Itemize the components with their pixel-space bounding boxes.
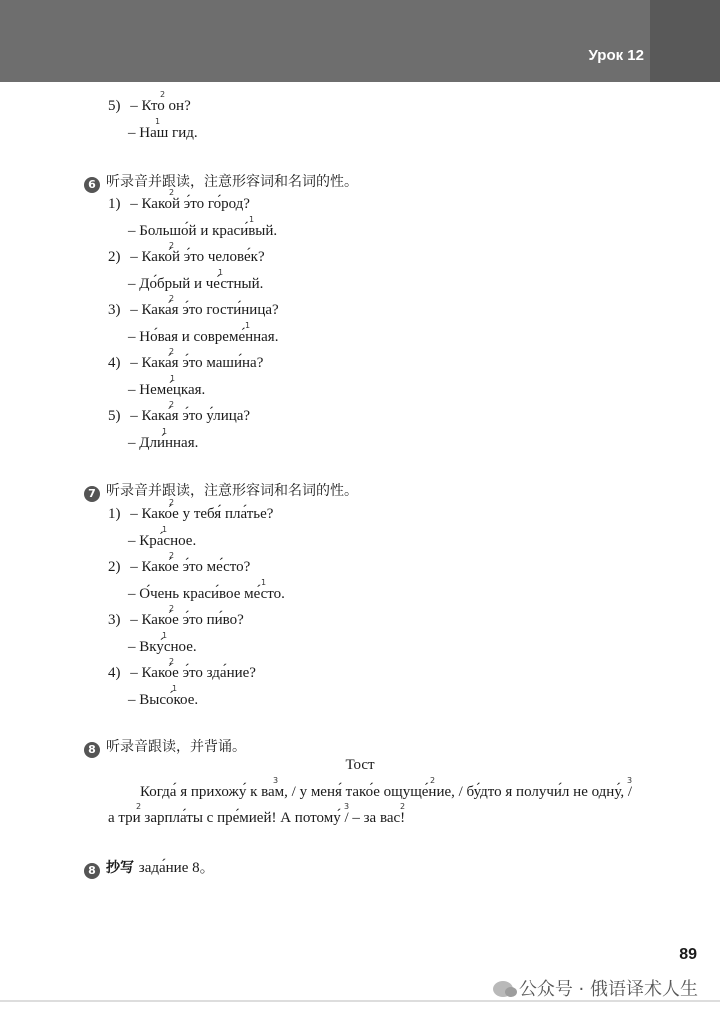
dialog-answer: – Высо́кое.	[128, 692, 199, 708]
exercise-number-badge: 6	[84, 177, 100, 193]
item-number: 1)	[108, 196, 121, 212]
dialog-answer: – Большо́й и краси́вый.	[128, 223, 278, 239]
exercise-8-instruction	[84, 737, 246, 758]
intonation-mark: 2	[169, 604, 175, 613]
page-number: 89	[679, 946, 697, 963]
question-text: – Како́е у тебя́ пла́тье?	[130, 506, 274, 522]
instruction-label: 抄写	[106, 860, 134, 876]
text-title: Тост	[345, 757, 375, 773]
intonation-mark: 1	[218, 268, 224, 277]
intonation-mark: 2	[169, 294, 175, 303]
dialog-answer: – О́чень краси́вое ме́сто.	[128, 586, 285, 602]
dialog-question	[108, 558, 250, 576]
intonation-mark: 1	[170, 374, 176, 383]
dialog-answer: – Наш гид.	[128, 125, 198, 141]
dialog-question	[108, 301, 279, 319]
question-text: – Кака́я э́то маши́на?	[130, 355, 264, 371]
question-text: – Кака́я э́то гости́ница?	[130, 302, 279, 318]
intonation-mark: 2	[430, 776, 436, 785]
intonation-mark: 1	[162, 631, 168, 640]
item-number: 5)	[108, 98, 121, 114]
instruction-text: 听录音并跟读，注意形容词和名词的性。	[106, 483, 358, 499]
intonation-mark: 1	[172, 684, 178, 693]
item-number: 1)	[108, 506, 121, 522]
dialog-answer: – Но́вая и совреме́нная.	[128, 329, 279, 345]
intonation-mark: 2	[169, 657, 175, 666]
exercise-number-badge: 7	[84, 486, 100, 502]
intonation-mark: 2	[169, 400, 175, 409]
dialog-question	[108, 611, 244, 629]
instruction-text: 听录音跟读，并背诵。	[106, 739, 246, 755]
intonation-mark: 3	[273, 776, 279, 785]
toast-line: а три зарпла́ты с пре́мией! А потому́ / – за вас!	[108, 810, 406, 826]
lesson-label: Урок 12	[588, 47, 644, 64]
item-number: 4)	[108, 355, 121, 371]
dialog-answer: – Неме́цкая.	[128, 382, 206, 398]
dialog-question	[108, 97, 191, 115]
watermark	[493, 975, 698, 1001]
dialog-answer: – Вку́сное.	[128, 639, 197, 655]
question-text: – Како́е э́то зда́ние?	[130, 665, 256, 681]
item-number: 3)	[108, 612, 121, 628]
dialog-answer: – До́брый и че́стный.	[128, 276, 264, 292]
item-number: 2)	[108, 559, 121, 575]
dialog-question	[108, 248, 265, 266]
item-number: 3)	[108, 302, 121, 318]
exercise-7-instruction	[84, 481, 358, 502]
dialog-question	[108, 407, 250, 425]
instruction-text: 听录音并跟读，注意形容词和名词的性。	[106, 174, 358, 190]
header-tab	[650, 0, 720, 82]
intonation-mark: 1	[245, 321, 251, 330]
question-text: – Кака́я э́то у́лица?	[130, 408, 251, 424]
exercise-6-instruction	[84, 172, 358, 193]
watermark-text: 公众号 · 俄语译术人生	[518, 979, 698, 1000]
intonation-mark: 2	[169, 188, 175, 197]
intonation-mark: 1	[155, 117, 161, 126]
intonation-mark: 2	[136, 802, 142, 811]
wechat-icon	[493, 981, 513, 997]
intonation-mark: 1	[162, 427, 168, 436]
dialog-question	[108, 195, 250, 213]
intonation-mark: 1	[261, 578, 267, 587]
intonation-mark: 2	[169, 347, 175, 356]
dialog-question	[108, 664, 256, 682]
exercise-number-badge: 8	[84, 863, 100, 879]
dialog-answer: – Кра́сное.	[128, 533, 197, 549]
intonation-mark: 3	[344, 802, 350, 811]
question-text: – Како́е э́то пи́во?	[130, 612, 244, 628]
question-text: – Како́е э́то ме́сто?	[130, 559, 251, 575]
dialog-question	[108, 354, 263, 372]
exercise-8-copy-instruction	[84, 858, 215, 879]
toast-line: Когда́ я прихожу́ к вам, / у меня́ тако́е ощуще́ние, / бу́дто я получи́л не одну́, /	[140, 784, 632, 800]
intonation-mark: 1	[249, 215, 255, 224]
intonation-mark: 3	[627, 776, 633, 785]
question-text: – Какой э́то го́род?	[130, 196, 250, 212]
intonation-mark: 2	[169, 498, 175, 507]
intonation-mark: 2	[169, 551, 175, 560]
question-text: – Како́й э́то челове́к?	[130, 249, 265, 265]
bottom-rule	[0, 1000, 720, 1002]
dialog-question	[108, 505, 273, 523]
item-number: 5)	[108, 408, 121, 424]
intonation-mark: 2	[400, 802, 406, 811]
exercise-number-badge: 8	[84, 742, 100, 758]
intonation-mark: 2	[160, 90, 166, 99]
intonation-mark: 1	[162, 525, 168, 534]
item-number: 2)	[108, 249, 121, 265]
item-number: 4)	[108, 665, 121, 681]
header-band	[0, 0, 720, 82]
question-text: – Кто он?	[130, 98, 191, 114]
instruction-text: зада́ние 8。	[138, 860, 215, 876]
intonation-mark: 2	[169, 241, 175, 250]
dialog-answer: – Дли́нная.	[128, 435, 199, 451]
